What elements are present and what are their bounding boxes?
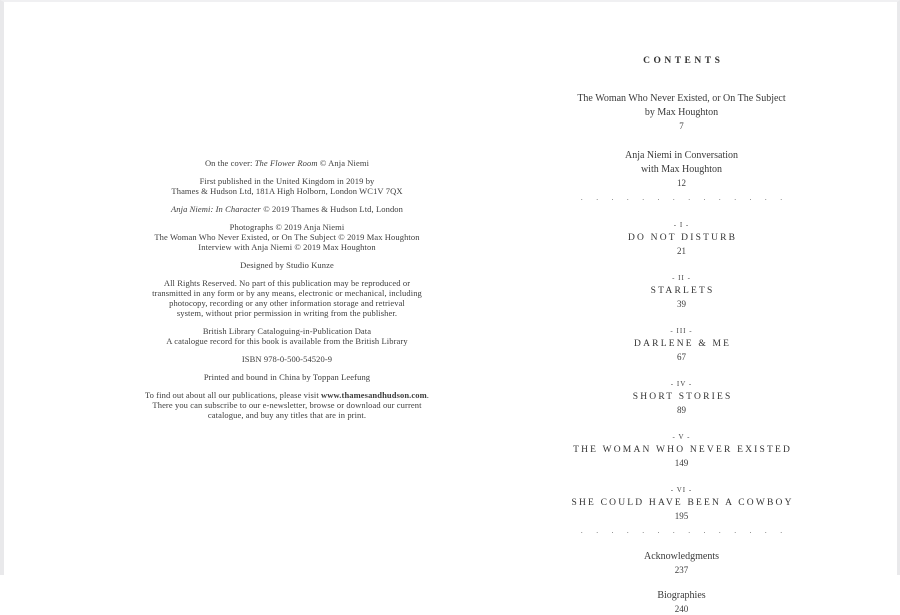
chapter-title: DARLENE & ME [634,339,732,349]
chapter-numeral: - III - [670,327,693,335]
cover-credit-line [97,158,477,168]
credit-photographs: Photographs © 2019 Anja Niemi [229,222,345,232]
chapter-numeral: - II - [672,274,691,282]
chapter-numeral: - I - [673,221,690,229]
toc-page-number: 12 [677,178,686,188]
toc-page-number: 195 [674,511,689,521]
dotted-divider: ·············· [580,529,796,537]
toc-chapter-5 [549,433,814,469]
book-copyright-post: © 2019 Thames & Hudson Ltd, London [260,204,403,214]
dotted-divider: ·············· [580,196,796,204]
library-line-2: A catalogue record for this book is available from the British Library [166,336,408,346]
toc-chapter-4 [549,380,814,416]
chapter-title: THE WOMAN WHO NEVER EXISTED [573,445,793,455]
cover-title-italic: The Flower Room [254,158,318,168]
toc-page-number: 240 [674,604,689,614]
backmatter-title: Acknowledgments [644,551,719,562]
toc-page-number: 7 [679,121,684,131]
printer-line: Printed and bound in China by Toppan Leefung [203,372,371,382]
toc-acknowledgments [549,550,814,576]
book-title-italic: Anja Niemi: In Character [170,204,261,214]
contents-page [549,56,814,615]
chapter-title: STARLETS [650,286,715,296]
toc-entry-conversation [549,149,814,189]
toc-page-number: 89 [677,405,686,415]
toc-page-number: 39 [677,299,686,309]
toc-chapter-2 [549,274,814,310]
promo-pre: To find out about all our publications, please visit [144,390,322,400]
chapter-title: SHORT STORIES [632,392,733,402]
toc-page-number: 67 [677,352,686,362]
contents-heading: CONTENTS [643,56,724,66]
library-line-1: British Library Cataloguing-in-Publication Data [202,326,372,336]
toc-entry-title-line: Anja Niemi in Conversation [624,150,739,161]
toc-chapter-1 [549,221,814,257]
toc-entry-essay [549,92,814,132]
toc-page-number: 149 [674,458,689,468]
promo-block [97,390,477,420]
rights-line-2: transmitted in any form or by any means, electronic or mechanical, including [152,288,422,298]
promo-line-3: catalogue, and buy any titles that are in print. [207,410,367,420]
promo-line-2: There you can subscribe to our e-newsletter, browse or download our current [152,400,422,410]
rights-line-1: All Rights Reserved. No part of this publication may be reproduced or [163,278,411,288]
book-copyright-line [97,204,477,214]
toc-biographies [549,589,814,615]
publisher-url: www.thamesandhudson.com [321,390,427,400]
credit-essay: The Woman Who Never Existed, or On The Subject © 2019 Max Houghton [154,232,420,242]
isbn-line: ISBN 978-0-500-54520-9 [241,354,333,364]
chapter-numeral: - VI - [670,486,693,494]
rights-block [97,278,477,318]
publication-info [97,176,477,196]
cover-credit-post: © Anja Niemi [317,158,370,168]
chapter-numeral: - V - [672,433,691,441]
chapter-numeral: - IV - [670,380,693,388]
promo-post: . [426,390,430,400]
toc-entry-title-line: by Max Houghton [644,106,719,118]
toc-page-number: 237 [674,565,689,575]
toc-page-number: 21 [677,246,686,256]
rights-line-4: system, without prior permission in writing from the publisher. [176,308,398,318]
toc-chapter-3 [549,327,814,363]
promo-line-1 [97,390,477,400]
library-block [97,326,477,346]
toc-entry-title-line: The Woman Who Never Existed, or On The Subject [577,93,786,104]
designer-line: Designed by Studio Kunze [240,260,334,270]
chapter-title: SHE COULD HAVE BEEN A COWBOY [571,498,794,508]
credit-interview: Interview with Anja Niemi © 2019 Max Houghton [198,242,376,252]
cover-credit-pre: On the cover: [204,158,255,168]
publication-line-2: Thames & Hudson Ltd, 181A High Holborn, London WC1V 7QX [171,186,403,196]
publication-line-1: First published in the United Kingdom in 2019 by [199,176,375,186]
credits-block [97,222,477,252]
backmatter-title: Biographies [657,590,706,601]
toc-entry-title-line: with Max Houghton [640,163,723,175]
rights-line-3: photocopy, recording or any other information storage and retrieval [169,298,405,308]
toc-chapter-6 [549,486,814,522]
colophon-text-block [97,158,477,428]
chapter-title: DO NOT DISTURB [627,233,738,243]
